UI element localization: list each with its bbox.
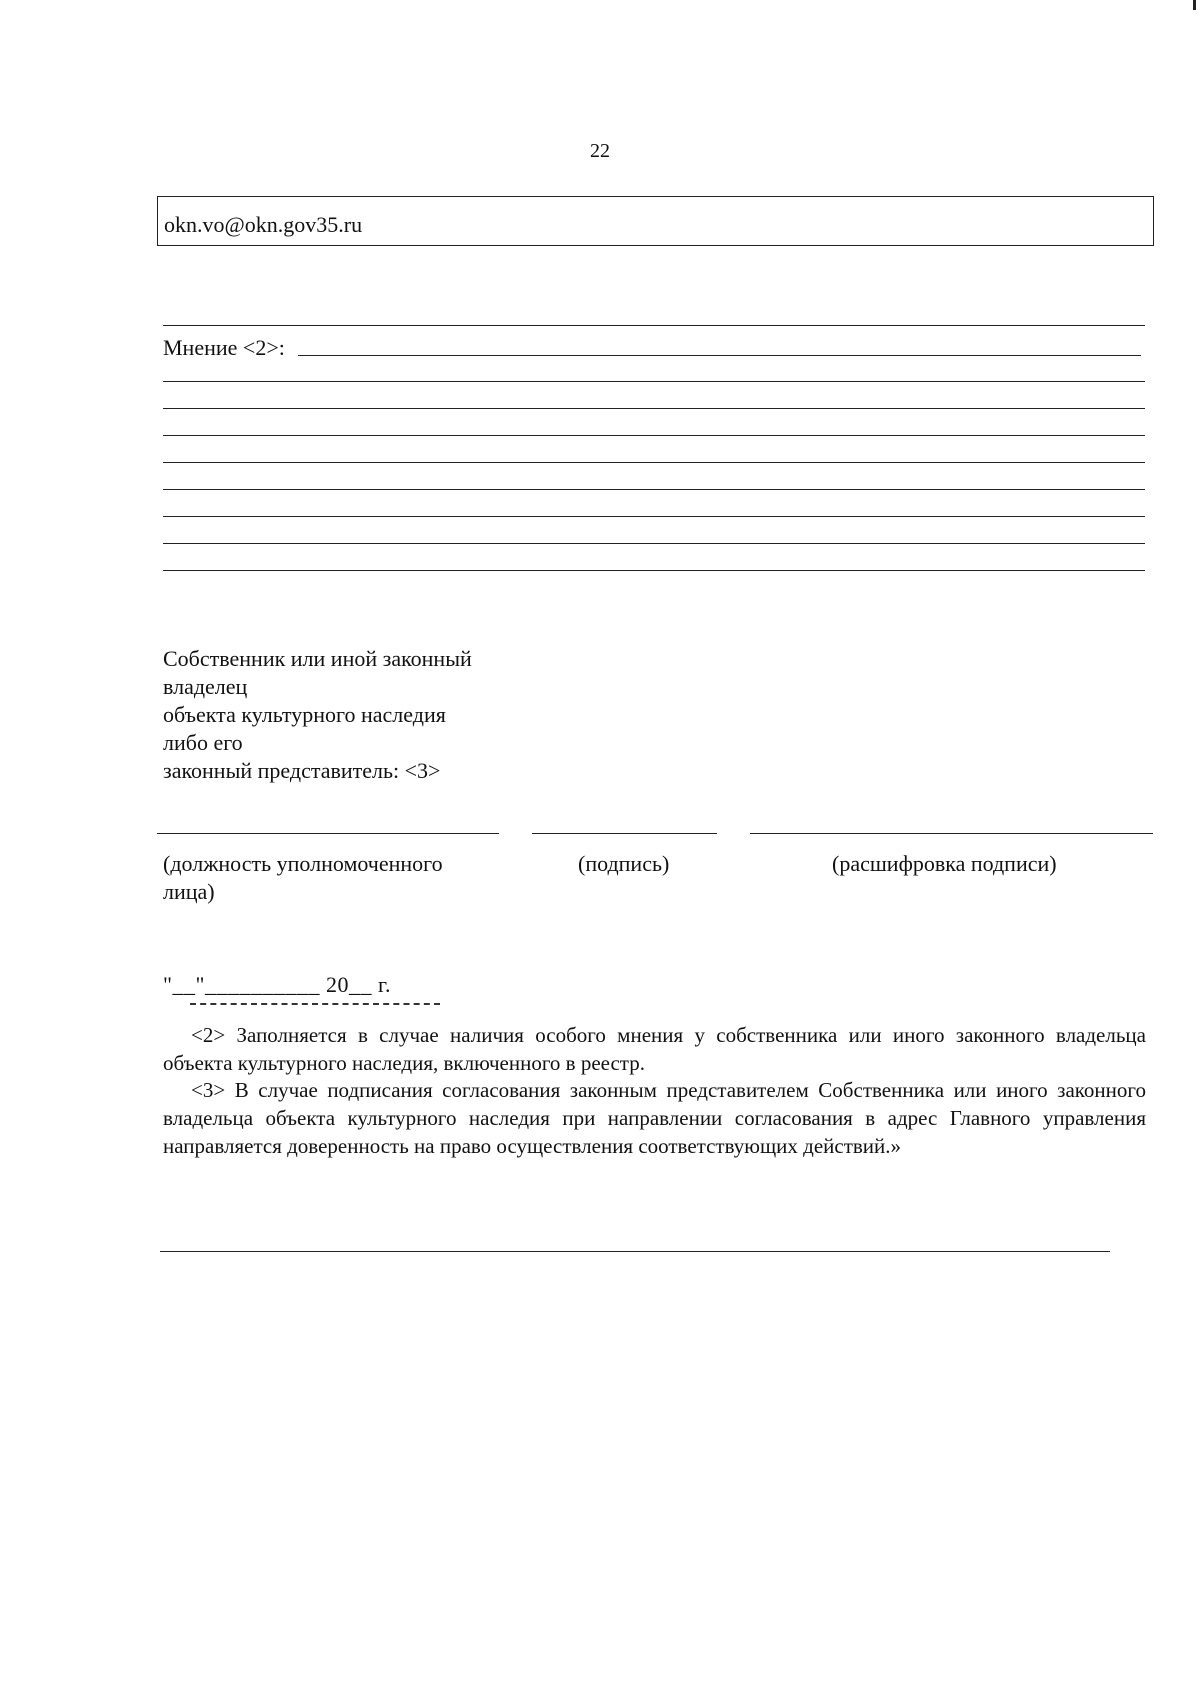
- page-number: 22: [590, 140, 610, 162]
- opinion-line[interactable]: [163, 435, 1145, 436]
- bottom-rule: [160, 1251, 1110, 1252]
- contact-email: okn.vo@okn.gov35.ru: [164, 212, 363, 237]
- opinion-top-rule: [163, 325, 1145, 326]
- position-signature-line[interactable]: [157, 833, 499, 834]
- opinion-line[interactable]: [163, 381, 1145, 382]
- opinion-line[interactable]: [163, 489, 1145, 490]
- opinion-line[interactable]: [163, 543, 1145, 544]
- opinion-line[interactable]: [163, 570, 1145, 571]
- opinion-line[interactable]: [163, 462, 1145, 463]
- position-caption: (должность уполномоченного лица): [163, 851, 443, 904]
- opinion-line[interactable]: [163, 516, 1145, 517]
- date-line: "__"__________ 20__ г.: [163, 972, 392, 997]
- decoding-caption: (расшифровка подписи): [832, 851, 1057, 876]
- opinion-line[interactable]: [163, 408, 1145, 409]
- signature-decoding-line[interactable]: [750, 833, 1153, 834]
- signature-caption: (подпись): [578, 851, 670, 876]
- opinion-input-line[interactable]: [298, 355, 1141, 356]
- scan-mark: [1193, 0, 1196, 10]
- footnote-2: <2> Заполняется в случае наличия особого мнения у собственника или иного законного владельца объекта культурного наследия, включенного в реестр.: [163, 1023, 1146, 1075]
- footnote-separator: [190, 1003, 440, 1005]
- owner-label: Собственник или иной законный владелец объекта культурного наследия либо его законный представитель: <3>: [163, 646, 472, 783]
- footnote-3: <3> В случае подписания согласования законным представителем Собственника или иного законного владельца объекта культурного наследия при направлении согласования в адрес Главного управления направляется доверенность на право осуществления соответствующих действий.»: [163, 1078, 1146, 1158]
- signature-line[interactable]: [532, 833, 717, 834]
- contact-email-box: [157, 196, 1154, 246]
- opinion-label: Мнение <2>:: [163, 335, 285, 360]
